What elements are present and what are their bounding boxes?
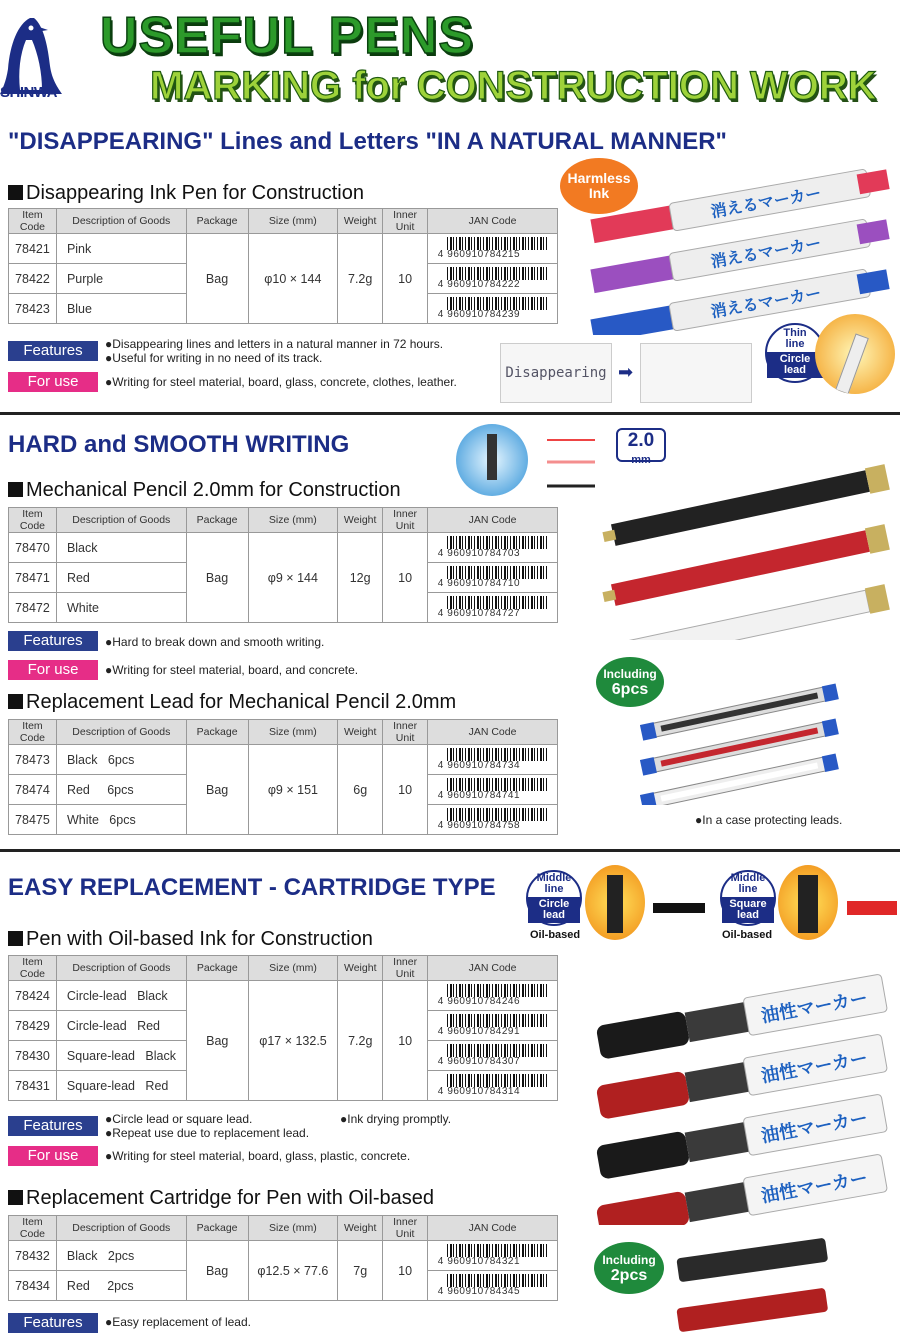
size-cell: φ10 × 144 (248, 234, 338, 324)
jan-code-cell (428, 294, 558, 324)
table-row (9, 533, 558, 563)
for-use-label: For use (8, 660, 98, 680)
weight-cell: 7g (338, 1241, 383, 1301)
jan-number: 960910784758 (447, 820, 521, 831)
weight-cell: 6g (338, 745, 383, 835)
jan-number: 960910784345 (447, 1286, 521, 1297)
jan-prefix: 4 (437, 790, 444, 801)
inner-cell: 10 (383, 981, 428, 1101)
jan-number: 960910784222 (447, 279, 521, 290)
size-cell: φ12.5 × 77.6 (248, 1241, 338, 1301)
spec-table-disappearing (8, 208, 558, 324)
cartridges-image (672, 1228, 832, 1338)
jan-prefix: 4 (437, 1286, 444, 1297)
package-cell: Bag (186, 1241, 248, 1301)
spec-table-oil-pen: Item Code Description of Goods Package Size (mm) Weight Inner Unit JAN Code 78424 Circle-lead Black Bag φ17 × 132.5 7.2g 10 4 960910784246 78429 Circle-lead Red 4 960910784291 78430 Square-lead Black 4 960910784307 78431 Square-lead Red 4 960910784314 (8, 955, 558, 1101)
svg-text:消えるマーカー: 消えるマーカー (709, 283, 823, 322)
description-cell: Black 6pcs (56, 745, 186, 775)
section2-headline: HARD and SMOOTH WRITING (8, 431, 350, 458)
jan-code-cell (428, 1241, 558, 1271)
jan-code-cell (428, 1071, 558, 1101)
disappearing-demo-after (640, 343, 752, 403)
package-cell: Bag (186, 745, 248, 835)
description-cell: Red 2pcs (56, 1271, 186, 1301)
including-2pcs-badge: Including 2pcs (594, 1242, 664, 1294)
package-cell: Bag (186, 234, 248, 324)
item-code-cell: 78431 (9, 1071, 57, 1101)
item-code-cell: 78473 (9, 745, 57, 775)
description-cell: Square-lead Black (56, 1041, 186, 1071)
col-size: Size (mm) (248, 209, 338, 234)
including-6pcs-badge: Including 6pcs (596, 657, 664, 707)
item-code-cell: 78430 (9, 1041, 57, 1071)
disappearing-pens-image (570, 165, 900, 335)
pen-tip-closeup (815, 314, 895, 394)
svg-text:消えるマーカー: 消えるマーカー (709, 233, 823, 272)
inner-cell: 10 (383, 1241, 428, 1301)
case-note: ●In a case protecting leads. (695, 813, 843, 827)
jan-number: 960910784291 (447, 1026, 521, 1037)
feature-note: ●Disappearing lines and letters in a natural manner in 72 hours. (105, 337, 444, 351)
jan-code-cell (428, 1011, 558, 1041)
square-lead-tip (778, 865, 838, 940)
jan-number: 960910784703 (447, 548, 521, 559)
item-code-cell: 78475 (9, 805, 57, 835)
item-code-cell: 78422 (9, 264, 57, 294)
jan-code-cell (428, 775, 558, 805)
divider (0, 849, 900, 852)
size-cell: φ9 × 144 (248, 533, 338, 623)
col-jan-code: JAN Code (428, 209, 558, 234)
jan-number: 960910784727 (447, 608, 521, 619)
jan-code-cell (428, 234, 558, 264)
svg-text:油性マーカー: 油性マーカー (759, 987, 870, 1028)
circle-lead-badge: Middle line Circle lead (526, 870, 582, 926)
svg-text:油性マーカー: 油性マーカー (759, 1107, 870, 1148)
size-badge: 2.0 mm (616, 428, 666, 462)
spec-table-mechanical-pencil: Item Code Description of Goods Package Size (mm) Weight Inner Unit JAN Code 78470 Black Bag φ9 × 144 12g 10 4 960910784703 78471 Red 4 960910784710 78472 White 4 960910784727 (8, 507, 558, 623)
jan-number: 960910784215 (447, 249, 521, 260)
replacement-leads-image (640, 675, 845, 805)
features-label: Features (8, 341, 98, 361)
use-note: ●Writing for steel material, board, glass, concrete, clothes, leather. (105, 375, 457, 389)
black-line-sample (653, 903, 705, 913)
jan-prefix: 4 (437, 760, 444, 771)
jan-number: 960910784734 (447, 760, 521, 771)
feature-note: ●Hard to break down and smooth writing. (105, 635, 325, 649)
item-code-cell: 78423 (9, 294, 57, 324)
features-label: Features (8, 1116, 98, 1136)
disappearing-demo-before: Disappearing (500, 343, 612, 403)
jan-number: 960910784307 (447, 1056, 521, 1067)
jan-number: 960910784314 (447, 1086, 521, 1097)
oil-based-label: Oil-based (722, 929, 773, 941)
col-package: Package (186, 209, 248, 234)
circle-lead-tip (585, 865, 645, 940)
jan-code-cell (428, 745, 558, 775)
table-row (9, 234, 558, 264)
jan-prefix: 4 (437, 578, 444, 589)
jan-code-cell (428, 981, 558, 1011)
weight-cell: 12g (338, 533, 383, 623)
package-cell: Bag (186, 533, 248, 623)
size-cell: φ9 × 151 (248, 745, 338, 835)
item-code-cell: 78424 (9, 981, 57, 1011)
thin-line-badge: Thin line Circle lead (765, 323, 825, 383)
description-cell: Purple (56, 264, 186, 294)
jan-code-cell (428, 563, 558, 593)
page-title: USEFUL PENS (100, 7, 475, 65)
jan-prefix: 4 (437, 279, 444, 290)
section1-headline: "DISAPPEARING" Lines and Letters "IN A NATURAL MANNER" (8, 128, 727, 155)
use-note: ●Writing for steel material, board, glass, plastic, concrete. (105, 1149, 411, 1163)
divider (0, 412, 900, 415)
oil-based-label: Oil-based (530, 929, 581, 941)
description-cell: Pink (56, 234, 186, 264)
jan-code-cell (428, 593, 558, 623)
svg-text:油性マーカー: 油性マーカー (759, 1047, 870, 1088)
jan-prefix: 4 (437, 1256, 444, 1267)
for-use-label: For use (8, 372, 98, 392)
jan-prefix: 4 (437, 820, 444, 831)
jan-number: 960910784246 (447, 996, 521, 1007)
item-code-cell: 78470 (9, 533, 57, 563)
description-cell: White (56, 593, 186, 623)
inner-cell: 10 (383, 533, 428, 623)
item-code-cell: 78472 (9, 593, 57, 623)
feature-note: ●Ink drying promptly. (340, 1112, 452, 1126)
section3-product2-title: Replacement Cartridge for Pen with Oil-based (8, 1187, 434, 1210)
jan-code-cell (428, 805, 558, 835)
section2-product2-title: Replacement Lead for Mechanical Pencil 2.0mm (8, 691, 456, 714)
square-lead-badge: Middle line Square lead (720, 870, 776, 926)
spec-table-cartridge: Item Code Description of Goods Package Size (mm) Weight Inner Unit JAN Code 78432 Black 2pcs Bag φ12.5 × 77.6 7g 10 4 960910784321 78434 Red 2pcs 4 960910784345 (8, 1215, 558, 1301)
description-cell: Black (56, 533, 186, 563)
red-line-sample (847, 901, 897, 915)
description-cell: Red 6pcs (56, 775, 186, 805)
jan-prefix: 4 (437, 1026, 444, 1037)
item-code-cell: 78474 (9, 775, 57, 805)
pencil-tip-closeup (456, 424, 528, 496)
item-code-cell: 78471 (9, 563, 57, 593)
jan-code-cell (428, 1271, 558, 1301)
size-cell: φ17 × 132.5 (248, 981, 338, 1101)
col-item-code: Item Code (9, 209, 57, 234)
item-code-cell: 78434 (9, 1271, 57, 1301)
item-code-cell: 78432 (9, 1241, 57, 1271)
inner-cell: 10 (383, 234, 428, 324)
col-description: Description of Goods (56, 209, 186, 234)
description-cell: Red (56, 563, 186, 593)
jan-prefix: 4 (437, 1086, 444, 1097)
item-code-cell: 78429 (9, 1011, 57, 1041)
description-cell: Circle-lead Black (56, 981, 186, 1011)
jan-prefix: 4 (437, 608, 444, 619)
table-row (9, 1241, 558, 1271)
mechanical-pencils-image (600, 455, 900, 640)
harmless-ink-badge: Harmless Ink (560, 158, 638, 214)
jan-code-cell (428, 1041, 558, 1071)
jan-prefix: 4 (437, 249, 444, 260)
jan-prefix: 4 (437, 996, 444, 1007)
features-label: Features (8, 1313, 98, 1333)
section2-product-title: Mechanical Pencil 2.0mm for Construction (8, 479, 401, 502)
jan-prefix: 4 (437, 548, 444, 559)
col-weight: Weight (338, 209, 383, 234)
table-row (9, 981, 558, 1011)
table-row (9, 745, 558, 775)
description-cell: Square-lead Red (56, 1071, 186, 1101)
brand-name: SHINWA (0, 84, 57, 101)
arrow-right-icon: ➡ (618, 362, 634, 382)
weight-cell: 7.2g (338, 234, 383, 324)
svg-text:油性マーカー: 油性マーカー (759, 1167, 870, 1208)
jan-number: 960910784710 (447, 578, 521, 589)
description-cell: White 6pcs (56, 805, 186, 835)
svg-text:消えるマーカー: 消えるマーカー (709, 183, 823, 222)
oil-markers-image (596, 965, 896, 1225)
jan-code-cell (428, 533, 558, 563)
jan-code-cell (428, 264, 558, 294)
spec-table-replacement-lead: Item Code Description of Goods Package Size (mm) Weight Inner Unit JAN Code 78473 Black 6pcs Bag φ9 × 151 6g 10 4 960910784734 78474 Red 6pcs 4 960910784741 78475 White 6pcs 4 960910784758 (8, 719, 558, 835)
page-subtitle: MARKING for CONSTRUCTION WORK (150, 64, 877, 108)
jan-prefix: 4 (437, 1056, 444, 1067)
use-note: ●Writing for steel material, board, and concrete. (105, 663, 359, 677)
package-cell: Bag (186, 981, 248, 1101)
col-inner-unit: Inner Unit (383, 209, 428, 234)
item-code-cell: 78421 (9, 234, 57, 264)
feature-note: ●Easy replacement of lead. (105, 1315, 251, 1329)
description-cell: Circle-lead Red (56, 1011, 186, 1041)
weight-cell: 7.2g (338, 981, 383, 1101)
jan-prefix: 4 (437, 309, 444, 320)
features-label: Features (8, 631, 98, 651)
jan-number: 960910784239 (447, 309, 521, 320)
description-cell: Black 2pcs (56, 1241, 186, 1271)
section3-product-title: Pen with Oil-based Ink for Construction (8, 928, 373, 951)
description-cell: Blue (56, 294, 186, 324)
inner-cell: 10 (383, 745, 428, 835)
line-samples (545, 432, 600, 492)
feature-note: ●Useful for writing in no need of its track. (105, 351, 323, 365)
for-use-label: For use (8, 1146, 98, 1166)
section3-headline: EASY REPLACEMENT - CARTRIDGE TYPE (8, 874, 496, 901)
jan-number: 960910784741 (447, 790, 521, 801)
jan-number: 960910784321 (447, 1256, 521, 1267)
feature-note: ●Repeat use due to replacement lead. (105, 1126, 310, 1140)
feature-note: ●Circle lead or square lead. (105, 1112, 253, 1126)
section1-product-title: Disappearing Ink Pen for Construction (8, 182, 364, 205)
